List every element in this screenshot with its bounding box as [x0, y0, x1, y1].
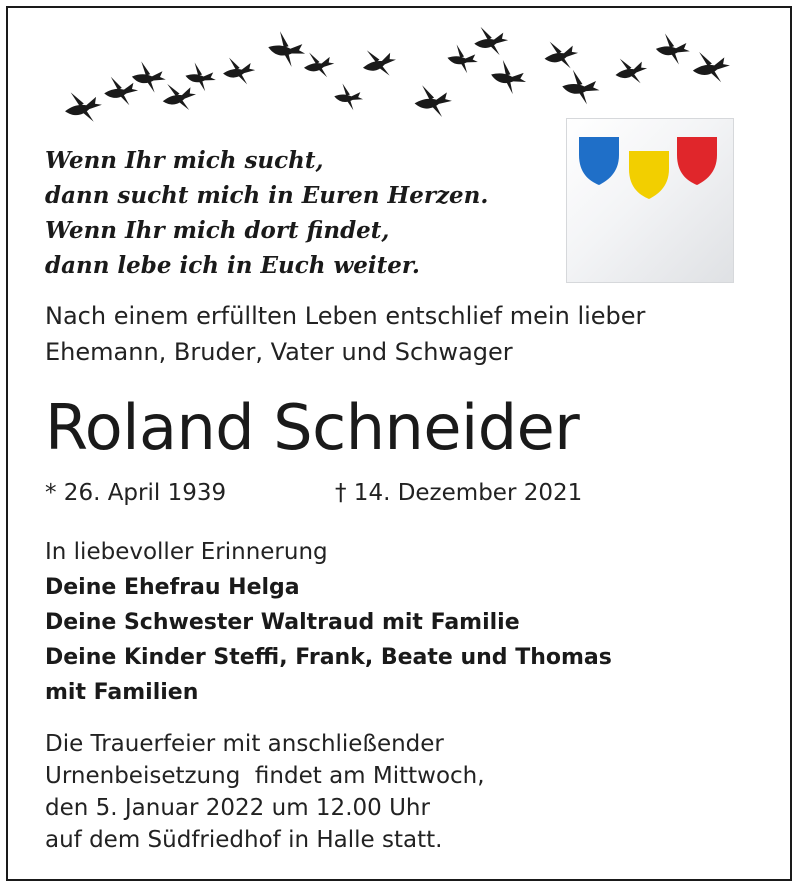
mourner-line: Deine Kinder Steffi, Frank, Beate und Thomas	[45, 645, 612, 670]
service-line: den 5. Januar 2022 um 12.00 Uhr	[45, 795, 430, 821]
deceased-name: Roland Schneider	[45, 391, 580, 464]
service-line: Die Trauerfeier mit anschließender	[45, 731, 444, 757]
mourner-line: Deine Schwester Waltraud mit Familie	[45, 610, 520, 635]
poem-line: Wenn Ihr mich dort findet,	[45, 217, 390, 244]
intro-line: Nach einem erfüllten Leben entschlief mein lieber	[45, 302, 646, 330]
three-shields-icon	[567, 119, 733, 282]
mourner-line: Deine Ehefrau Helga	[45, 575, 300, 600]
newspaper-logo	[566, 118, 734, 283]
flying-birds-icon	[60, 18, 740, 133]
service-line: auf dem Südfriedhof in Halle statt.	[45, 827, 443, 853]
poem-line: dann lebe ich in Euch weiter.	[45, 252, 420, 279]
birth-date: * 26. April 1939	[45, 480, 227, 506]
memory-lead: In liebevoller Erinnerung	[45, 539, 328, 565]
mourners-block	[45, 535, 765, 710]
poem	[45, 143, 545, 283]
life-dates	[45, 475, 765, 511]
poem-line: dann sucht mich in Euren Herzen.	[45, 182, 489, 209]
service-line: Urnenbeisetzung findet am Mittwoch,	[45, 763, 485, 789]
intro-text	[45, 298, 765, 370]
death-date: † 14. Dezember 2021	[335, 480, 583, 506]
mourner-line: mit Familien	[45, 680, 199, 705]
funeral-service-info	[45, 728, 765, 856]
poem-line: Wenn Ihr mich sucht,	[45, 147, 324, 174]
intro-line: Ehemann, Bruder, Vater und Schwager	[45, 338, 513, 366]
